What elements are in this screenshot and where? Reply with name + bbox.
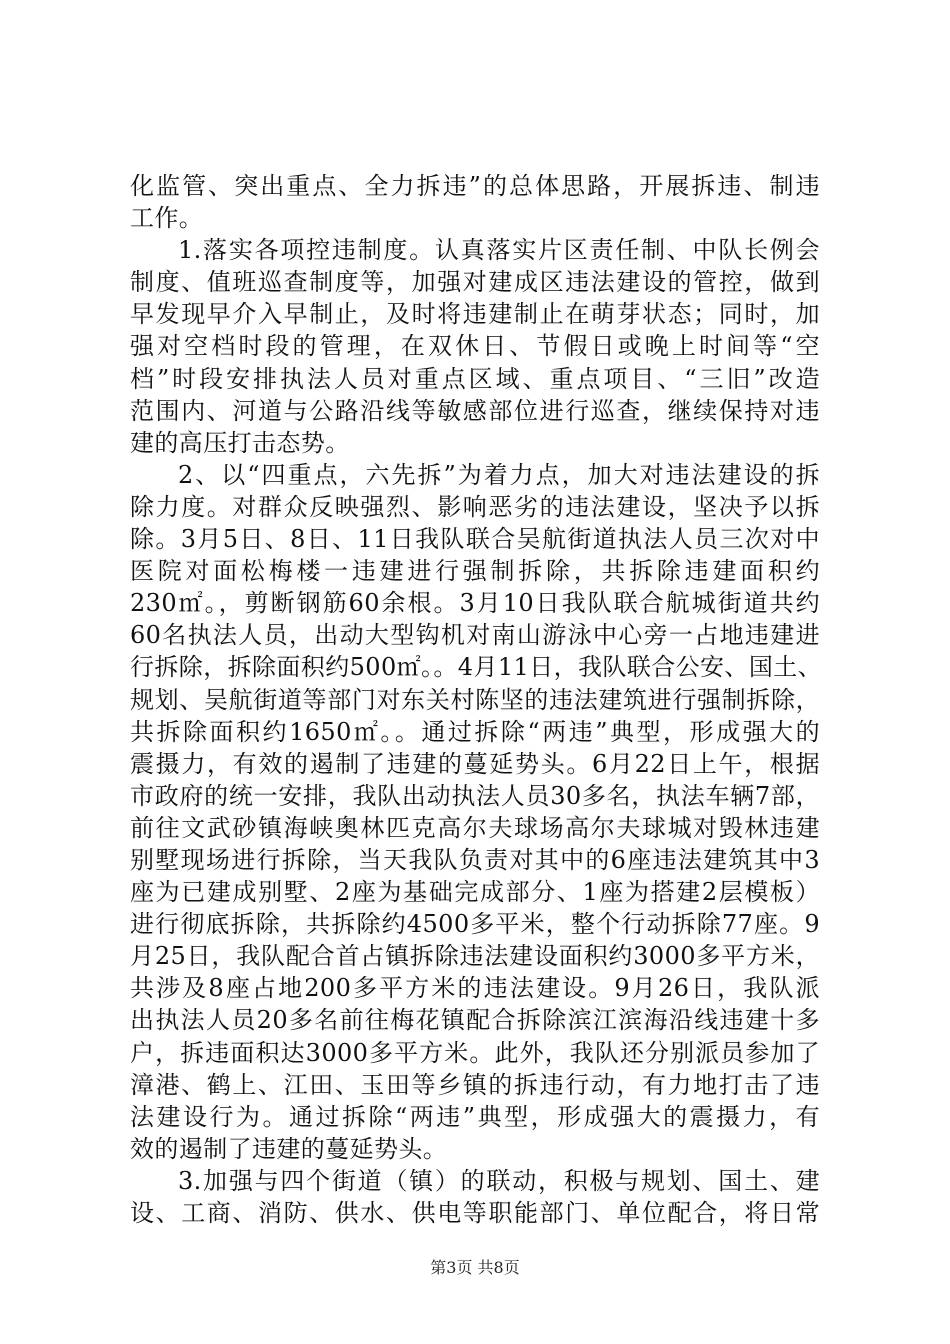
text-line: 漳港、鹤上、江田、玉田等乡镇的拆违行动，有力地打击了违 bbox=[130, 1070, 820, 1099]
text-line: 制度、值班巡查制度等，加强对建成区违法建设的管控，做到 bbox=[130, 268, 820, 297]
text-line: 别墅现场进行拆除，当天我队负责对其中的6座违法建筑其中3 bbox=[130, 845, 820, 874]
text-line: 座为已建成别墅、2座为基础完成部分、1座为搭建2层模板） bbox=[130, 878, 820, 907]
text-line: 医院对面松梅楼一违建进行强制拆除，共拆除违建面积约 bbox=[130, 557, 820, 586]
text-line: 档”时段安排执法人员对重点区域、重点项目、“三旧”改造 bbox=[130, 364, 820, 393]
paragraph-first-line: 2、以“四重点，六先拆”为着力点，加大对违法建设的拆 bbox=[178, 460, 820, 489]
text-line: 法建设行为。通过拆除“两违”典型，形成强大的震摄力，有 bbox=[130, 1102, 820, 1131]
text-line: 除力度。对群众反映强烈、影响恶劣的违法建设，坚决予以拆 bbox=[130, 492, 820, 521]
text-line: 设、工商、消防、供水、供电等职能部门、单位配合，将日常 bbox=[130, 1199, 820, 1227]
text-line: 范围内、河道与公路沿线等敏感部位进行巡查，继续保持对违 bbox=[130, 396, 820, 425]
text-line: 户，拆违面积达3000多平方米。此外，我队还分别派员参加了 bbox=[130, 1038, 820, 1067]
text-line: 化监管、突出重点、全力拆违”的总体思路，开展拆违、制违 bbox=[130, 172, 820, 200]
text-line: 230㎡。，剪断钢筋60余根。3月10日我队联合航城街道共约 bbox=[130, 589, 820, 618]
text-line: 前往文武砂镇海峡奥林匹克高尔夫球场高尔夫球城对毁林违建 bbox=[130, 813, 820, 842]
body-text bbox=[130, 170, 823, 1229]
text-line: 效的遏制了违建的蔓延势头。 bbox=[130, 1134, 448, 1163]
text-line: 强对空档时段的管理，在双休日、节假日或晚上时间等“空 bbox=[130, 332, 820, 361]
text-line: 行拆除，拆除面积约500㎡。。4月11日，我队联合公安、国土、 bbox=[130, 653, 823, 682]
text-line: 共拆除面积约1650㎡。。通过拆除“两违”典型，形成强大的 bbox=[130, 717, 820, 746]
text-line: 共涉及8座占地200多平方米的违法建设。9月26日，我队派 bbox=[130, 974, 820, 1003]
text-line: 建的高压打击态势。 bbox=[130, 428, 350, 457]
text-line: 工作。 bbox=[130, 204, 204, 233]
text-line: 月25日，我队配合首占镇拆除违法建设面积约3000多平方米， bbox=[130, 942, 820, 971]
text-line: 出执法人员20多名前往梅花镇配合拆除滨江滨海沿线违建十多 bbox=[130, 1006, 820, 1035]
text-line: 规划、吴航街道等部门对东关村陈坚的违法建筑进行强制拆除， bbox=[130, 685, 820, 714]
text-line: 除。3月5日、8日、11日我队联合吴航街道执法人员三次对中 bbox=[130, 525, 820, 554]
page-number-footer: 第3页 共8页 bbox=[430, 1258, 520, 1277]
text-line: 市政府的统一安排，我队出动执法人员30多名，执法车辆7部， bbox=[130, 781, 820, 810]
text-line: 早发现早介入早制止，及时将违建制止在萌芽状态；同时，加 bbox=[130, 300, 820, 329]
text-line: 60名执法人员，出动大型钩机对南山游泳中心旁一占地违建进 bbox=[130, 621, 820, 650]
paragraph-first-line: 3.加强与四个街道（镇）的联动，积极与规划、国土、建 bbox=[178, 1166, 820, 1195]
paragraph-first-line: 1.落实各项控违制度。认真落实片区责任制、中队长例会 bbox=[178, 236, 820, 265]
text-line: 震摄力，有效的遏制了违建的蔓延势头。6月22日上午，根据 bbox=[130, 749, 820, 778]
text-line: 进行彻底拆除，共拆除约4500多平米，整个行动拆除77座。9 bbox=[130, 910, 820, 939]
